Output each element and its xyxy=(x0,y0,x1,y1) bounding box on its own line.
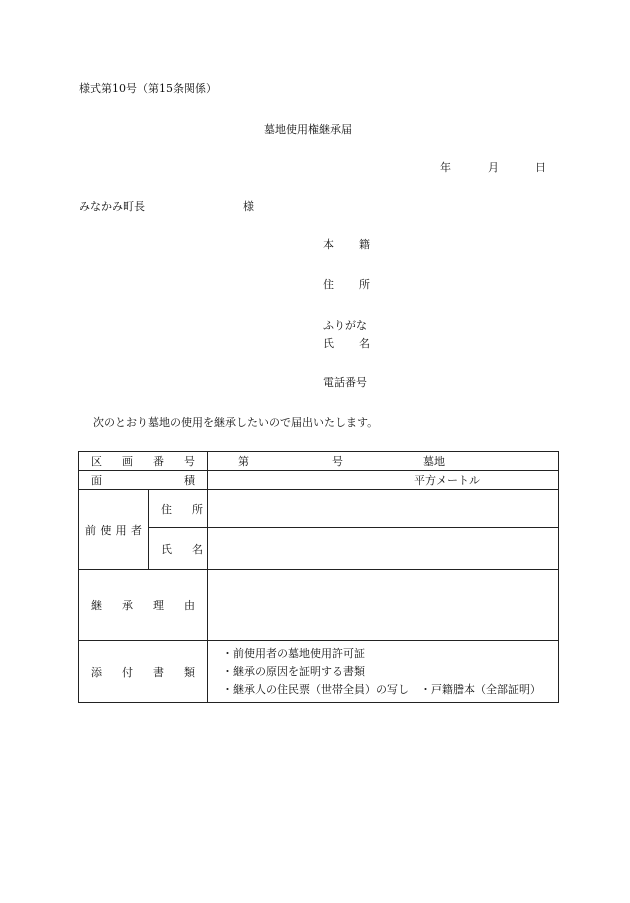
attachment-item: ・前使用者の墓地使用許可証 xyxy=(222,646,365,660)
prev-name-field[interactable] xyxy=(208,528,559,570)
lot-value[interactable]: 第 号 墓地 xyxy=(208,452,559,471)
date-year: 年 xyxy=(440,161,451,174)
addressee-honorific: 様 xyxy=(243,200,254,213)
prev-user-label: 前 使 用 者 xyxy=(79,490,149,570)
area-value[interactable]: 平方メートル xyxy=(208,471,559,490)
attachments-row xyxy=(79,641,559,703)
applicant-honseki-label: 本 籍 xyxy=(323,238,370,251)
attachments-list-cell xyxy=(208,641,559,703)
prev-address-label: 住 所 xyxy=(149,490,208,528)
lot-row xyxy=(79,452,559,471)
applicant-phone-label: 電話番号 xyxy=(323,376,367,389)
attachments-label: 添 付 書 類 xyxy=(79,641,208,703)
area-label: 面 積 xyxy=(79,471,208,490)
applicant-name-label: 氏 名 xyxy=(323,337,370,350)
inheritance-form-table xyxy=(78,451,559,703)
date-day: 日 xyxy=(535,161,546,174)
date-month: 月 xyxy=(488,161,499,174)
statement: 次のとおり墓地の使用を継承したいので届出いたします。 xyxy=(93,416,379,429)
document-title: 墓地使用権継承届 xyxy=(264,123,352,136)
attachment-item: ・継承人の住民票（世帯全員）の写し ・戸籍謄本（全部証明） xyxy=(222,682,541,696)
area-row xyxy=(79,471,559,490)
attachment-item: ・継承の原因を証明する書類 xyxy=(222,664,365,678)
prev-user-address-row xyxy=(79,490,559,528)
applicant-furigana-label: ふりがな xyxy=(323,319,367,332)
lot-label: 区 画 番 号 xyxy=(79,452,208,471)
prev-name-label: 氏 名 xyxy=(149,528,208,570)
prev-user-name-row xyxy=(79,528,559,570)
attachments-list xyxy=(208,645,558,699)
prev-address-field[interactable] xyxy=(208,490,559,528)
reason-row xyxy=(79,570,559,641)
form-number: 様式第10号（第15条関係） xyxy=(79,82,217,95)
reason-label: 継 承 理 由 xyxy=(79,570,208,641)
applicant-address-label: 住 所 xyxy=(323,278,370,291)
reason-field[interactable] xyxy=(208,570,559,641)
addressee-name: みなかみ町長 xyxy=(79,200,145,213)
